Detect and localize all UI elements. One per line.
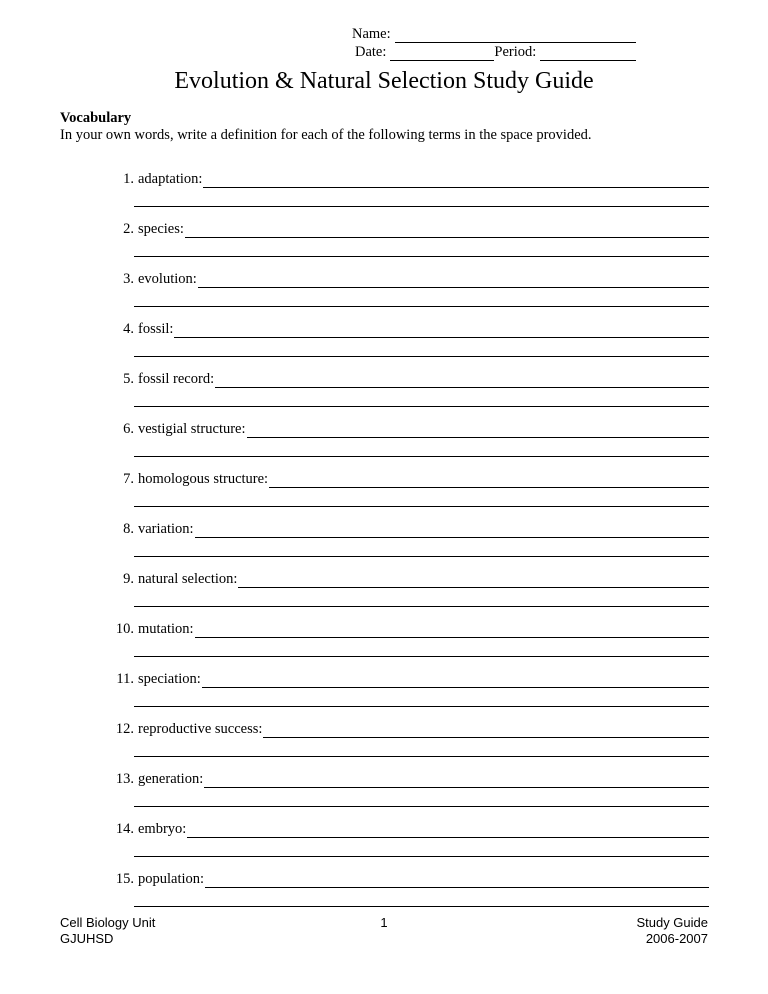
footer-doc-type: Study Guide bbox=[636, 915, 708, 930]
answer-blank-continued[interactable] bbox=[134, 888, 709, 907]
footer-right bbox=[636, 915, 708, 947]
item-term: reproductive success: bbox=[138, 721, 263, 737]
answer-blank[interactable] bbox=[204, 774, 709, 788]
answer-blank-continued[interactable] bbox=[134, 188, 709, 207]
answer-blank[interactable] bbox=[185, 224, 709, 238]
item-first-line bbox=[108, 321, 709, 338]
item-first-line bbox=[108, 421, 709, 438]
answer-blank-continued[interactable] bbox=[134, 388, 709, 407]
vocabulary-item bbox=[108, 571, 709, 607]
answer-blank[interactable] bbox=[174, 324, 709, 338]
answer-blank-continued[interactable] bbox=[134, 738, 709, 757]
vocabulary-item bbox=[108, 521, 709, 557]
answer-blank[interactable] bbox=[247, 424, 709, 438]
answer-blank[interactable] bbox=[203, 174, 709, 188]
answer-blank[interactable] bbox=[215, 374, 709, 388]
section-heading: Vocabulary bbox=[60, 110, 132, 126]
item-number: 12. bbox=[115, 721, 134, 737]
answer-blank[interactable] bbox=[205, 874, 709, 888]
item-number: 10. bbox=[115, 621, 134, 637]
page-title: Evolution & Natural Selection Study Guide bbox=[174, 68, 594, 94]
vocabulary-item bbox=[108, 871, 709, 907]
name-label: Name: bbox=[352, 26, 391, 42]
answer-blank-continued[interactable] bbox=[134, 638, 709, 657]
answer-blank-continued[interactable] bbox=[134, 788, 709, 807]
answer-blank[interactable] bbox=[263, 724, 709, 738]
vocabulary-item bbox=[108, 171, 709, 207]
item-term: population: bbox=[138, 871, 205, 887]
item-number: 6. bbox=[123, 421, 134, 437]
item-term: fossil record: bbox=[138, 371, 215, 387]
item-first-line bbox=[108, 771, 709, 788]
vocabulary-item bbox=[108, 271, 709, 307]
page-number: 1 bbox=[380, 915, 388, 930]
answer-blank-continued[interactable] bbox=[134, 588, 709, 607]
item-first-line bbox=[108, 221, 709, 238]
item-term: evolution: bbox=[138, 271, 197, 287]
answer-blank[interactable] bbox=[198, 274, 709, 288]
item-first-line bbox=[108, 821, 709, 838]
item-term: fossil: bbox=[138, 321, 174, 337]
item-number: 11. bbox=[116, 671, 134, 687]
answer-blank-continued[interactable] bbox=[134, 488, 709, 507]
vocabulary-item bbox=[108, 321, 709, 357]
instructions: In your own words, write a definition for each of the following terms in the space provided. bbox=[60, 127, 592, 143]
vocabulary-item bbox=[108, 621, 709, 657]
vocabulary-item bbox=[108, 671, 709, 707]
item-term: embryo: bbox=[138, 821, 187, 837]
date-label: Date: bbox=[355, 44, 387, 60]
item-first-line bbox=[108, 521, 709, 538]
answer-blank-continued[interactable] bbox=[134, 438, 709, 457]
item-term: generation: bbox=[138, 771, 204, 787]
answer-blank-continued[interactable] bbox=[134, 538, 709, 557]
item-first-line bbox=[108, 371, 709, 388]
vocabulary-item bbox=[108, 421, 709, 457]
answer-blank-continued[interactable] bbox=[134, 838, 709, 857]
name-field[interactable] bbox=[352, 26, 636, 43]
answer-blank[interactable] bbox=[238, 574, 709, 588]
item-term: species: bbox=[138, 221, 184, 237]
period-blank[interactable] bbox=[540, 47, 636, 61]
name-blank[interactable] bbox=[395, 29, 636, 43]
answer-blank[interactable] bbox=[269, 474, 709, 488]
item-first-line bbox=[108, 571, 709, 588]
vocabulary-item bbox=[108, 721, 709, 757]
item-term: natural selection: bbox=[138, 571, 238, 587]
item-term: variation: bbox=[138, 521, 194, 537]
item-first-line bbox=[108, 721, 709, 738]
item-number: 7. bbox=[123, 471, 134, 487]
footer-district: GJUHSD bbox=[60, 931, 114, 946]
item-first-line bbox=[108, 621, 709, 638]
vocabulary-item bbox=[108, 221, 709, 257]
period-label: Period: bbox=[494, 44, 537, 60]
footer-year: 2006-2007 bbox=[645, 931, 708, 946]
vocabulary-item bbox=[108, 821, 709, 857]
answer-blank-continued[interactable] bbox=[134, 338, 709, 357]
item-first-line bbox=[108, 471, 709, 488]
item-number: 13. bbox=[115, 771, 134, 787]
item-first-line bbox=[108, 171, 709, 188]
item-term: homologous structure: bbox=[138, 471, 269, 487]
answer-blank-continued[interactable] bbox=[134, 238, 709, 257]
item-first-line bbox=[108, 271, 709, 288]
vocabulary-item bbox=[108, 771, 709, 807]
item-term: adaptation: bbox=[138, 171, 203, 187]
item-term: vestigial structure: bbox=[138, 421, 246, 437]
item-number: 9. bbox=[123, 571, 134, 587]
item-number: 14. bbox=[115, 821, 134, 837]
item-number: 1. bbox=[123, 171, 134, 187]
item-number: 3. bbox=[123, 271, 134, 287]
footer-unit: Cell Biology Unit bbox=[60, 915, 156, 930]
answer-blank-continued[interactable] bbox=[134, 688, 709, 707]
date-period-row bbox=[355, 44, 636, 61]
item-first-line bbox=[108, 671, 709, 688]
date-blank[interactable] bbox=[390, 47, 494, 61]
item-number: 8. bbox=[123, 521, 134, 537]
vocabulary-item bbox=[108, 471, 709, 507]
item-number: 15. bbox=[115, 871, 134, 887]
item-number: 2. bbox=[123, 221, 134, 237]
item-term: speciation: bbox=[138, 671, 201, 687]
answer-blank[interactable] bbox=[202, 674, 709, 688]
answer-blank[interactable] bbox=[195, 524, 709, 538]
item-number: 5. bbox=[123, 371, 134, 387]
answer-blank-continued[interactable] bbox=[134, 288, 709, 307]
item-term: mutation: bbox=[138, 621, 194, 637]
answer-blank[interactable] bbox=[195, 624, 709, 638]
vocabulary-item bbox=[108, 371, 709, 407]
answer-blank[interactable] bbox=[187, 824, 709, 838]
item-first-line bbox=[108, 871, 709, 888]
item-number: 4. bbox=[123, 321, 134, 337]
